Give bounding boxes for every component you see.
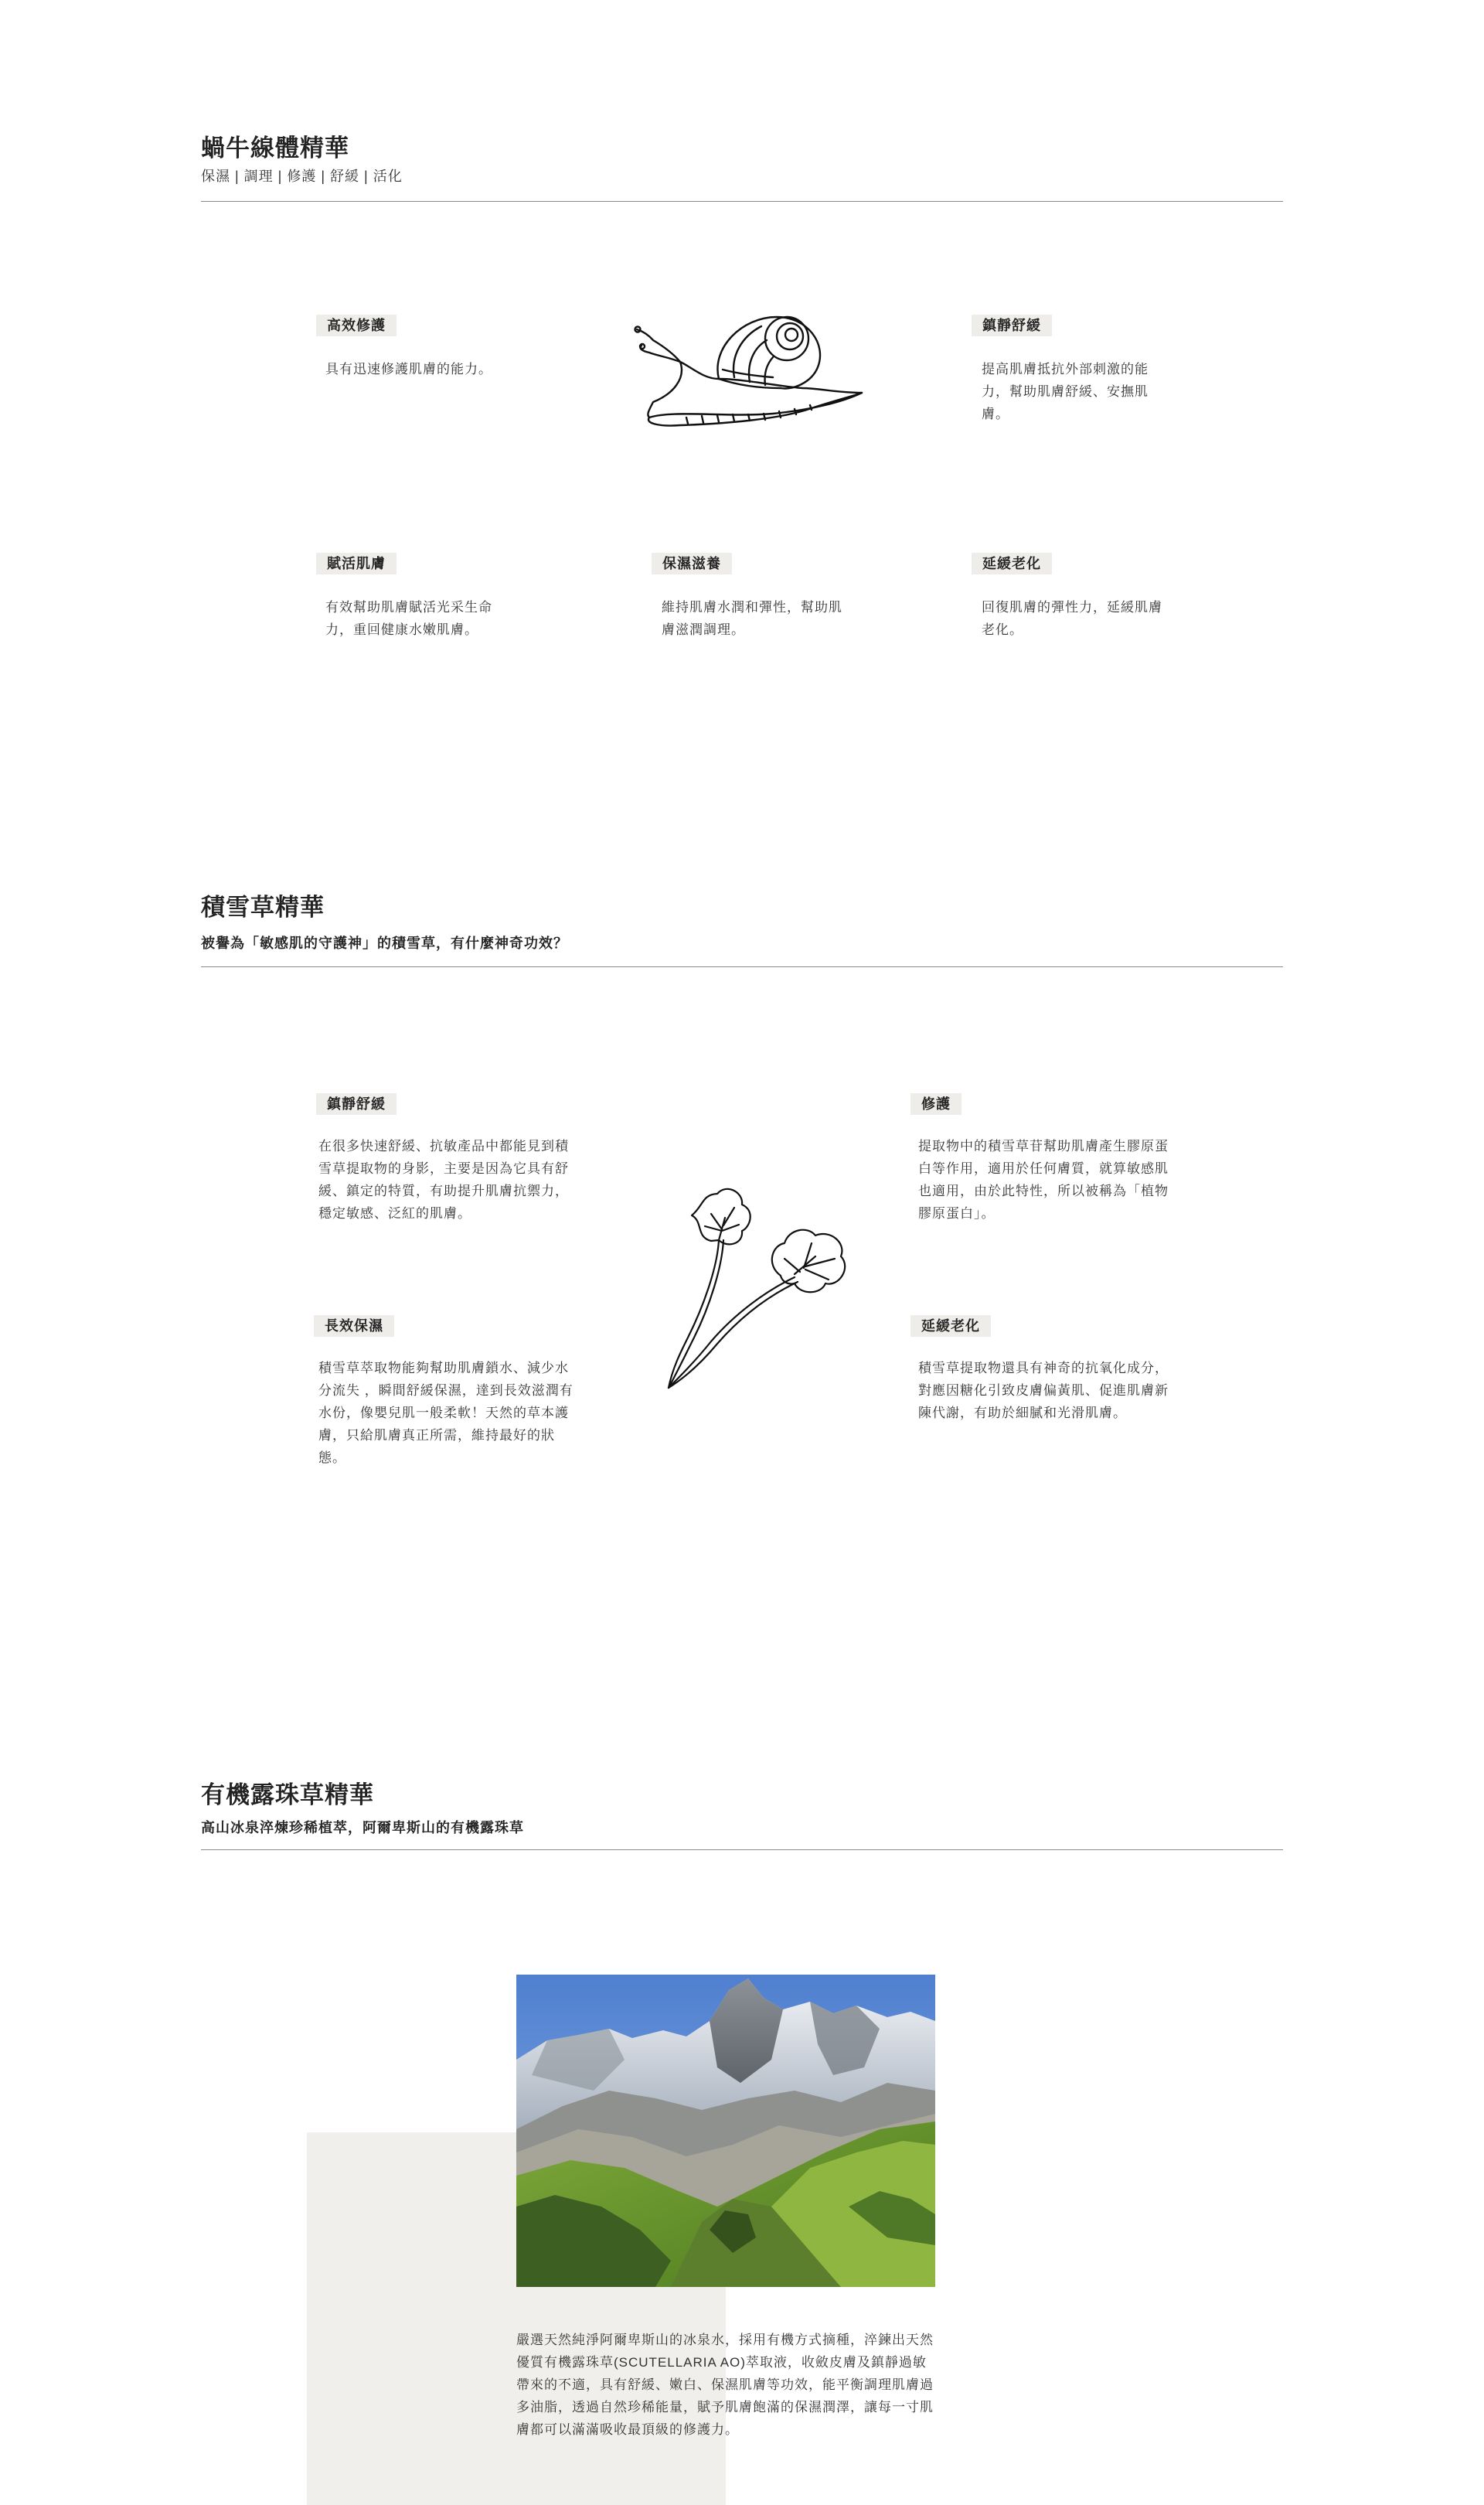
centella-section-subtitle: 被譽為「敏感肌的守護神」的積雪草，有什麼神奇功效？ (201, 936, 568, 951)
centella-tag-soothe: 鎮靜舒緩 (316, 1093, 397, 1115)
snail-desc-revitalize: 有效幫助肌膚賦活光采生命力，重回健康水嫩肌膚。 (325, 600, 492, 637)
snail-desc-moisture: 維持肌膚水潤和彈性，幫助肌膚滋潤調理。 (662, 600, 842, 637)
snail-tag-repair: 高效修護 (316, 315, 397, 336)
edelweiss-divider (201, 1849, 1283, 1850)
snail-section-title: 蝸牛線體精華 (201, 135, 349, 162)
edelweiss-description: 嚴選天然純淨阿爾卑斯山的冰泉水，採用有機方式摘種，淬鍊出天然優質有機露珠草(SCUTELLARIA AO)萃取液，收斂皮膚及鎮靜過敏帶來的不適，具有舒緩、嫩白、保濕肌膚等功效，能平衡調理肌膚過多油脂，透過自然珍稀能量，賦予肌膚飽滿的保濕潤澤，讓每一寸肌膚都可以滿滿吸收最頂級的修護力。 (516, 2333, 934, 2437)
snail-section-subtitle: 保濕 | 調理 | 修護 | 舒緩 | 活化 (201, 169, 403, 184)
snail-tag-revitalize: 賦活肌膚 (316, 553, 397, 574)
centella-leaf-icon (657, 1183, 866, 1399)
edelweiss-section-subtitle: 高山冰泉淬煉珍稀植萃，阿爾卑斯山的有機露珠草 (201, 1820, 524, 1835)
centella-tag-repair: 修護 (910, 1093, 962, 1115)
centella-tag-hydration: 長效保濕 (314, 1315, 394, 1337)
snail-tag-soothe: 鎮靜舒緩 (972, 315, 1052, 336)
snail-divider (201, 201, 1283, 202)
snail-tag-antiaging: 延緩老化 (972, 553, 1052, 574)
centella-tag-antiaging: 延緩老化 (910, 1315, 991, 1337)
alps-mountain-photo (516, 1975, 935, 2287)
snail-desc-repair: 具有迅速修護肌膚的能力。 (325, 362, 492, 377)
snail-desc-soothe: 提高肌膚抵抗外部刺激的能力，幫助肌膚舒緩、安撫肌膚。 (982, 362, 1149, 421)
snail-desc-antiaging: 回復肌膚的彈性力，延緩肌膚老化。 (982, 600, 1162, 637)
centella-desc-soothe: 在很多快速舒緩、抗敏產品中都能見到積雪草提取物的身影，主要是因為它具有舒緩、鎮定的特質，有助提升肌膚抗禦力，穩定敏感、泛紅的肌膚。 (318, 1139, 569, 1221)
centella-section-title: 積雪草精華 (201, 894, 325, 921)
edelweiss-section-title: 有機露珠草精華 (201, 1781, 374, 1808)
snail-tag-moisture: 保濕滋養 (652, 553, 732, 574)
snail-icon (626, 302, 873, 433)
centella-desc-repair: 提取物中的積雪草苷幫助肌膚產生膠原蛋白等作用，適用於任何膚質，就算敏感肌也適用，由於此特性，所以被稱為「植物膠原蛋白」。 (918, 1139, 1169, 1221)
centella-desc-hydration: 積雪草萃取物能夠幫助肌膚鎖水、減少水分流失 ，瞬間舒緩保濕，達到長效滋潤有水份，像嬰兒肌一般柔軟！天然的草本護膚，只給肌膚真正所需，維持最好的狀態。 (318, 1361, 574, 1465)
centella-divider (201, 966, 1283, 967)
centella-desc-antiaging: 積雪草提取物還具有神奇的抗氧化成分，對應因糖化引致皮膚偏黃肌、促進肌膚新陳代謝，有助於細膩和光滑肌膚。 (918, 1361, 1169, 1420)
